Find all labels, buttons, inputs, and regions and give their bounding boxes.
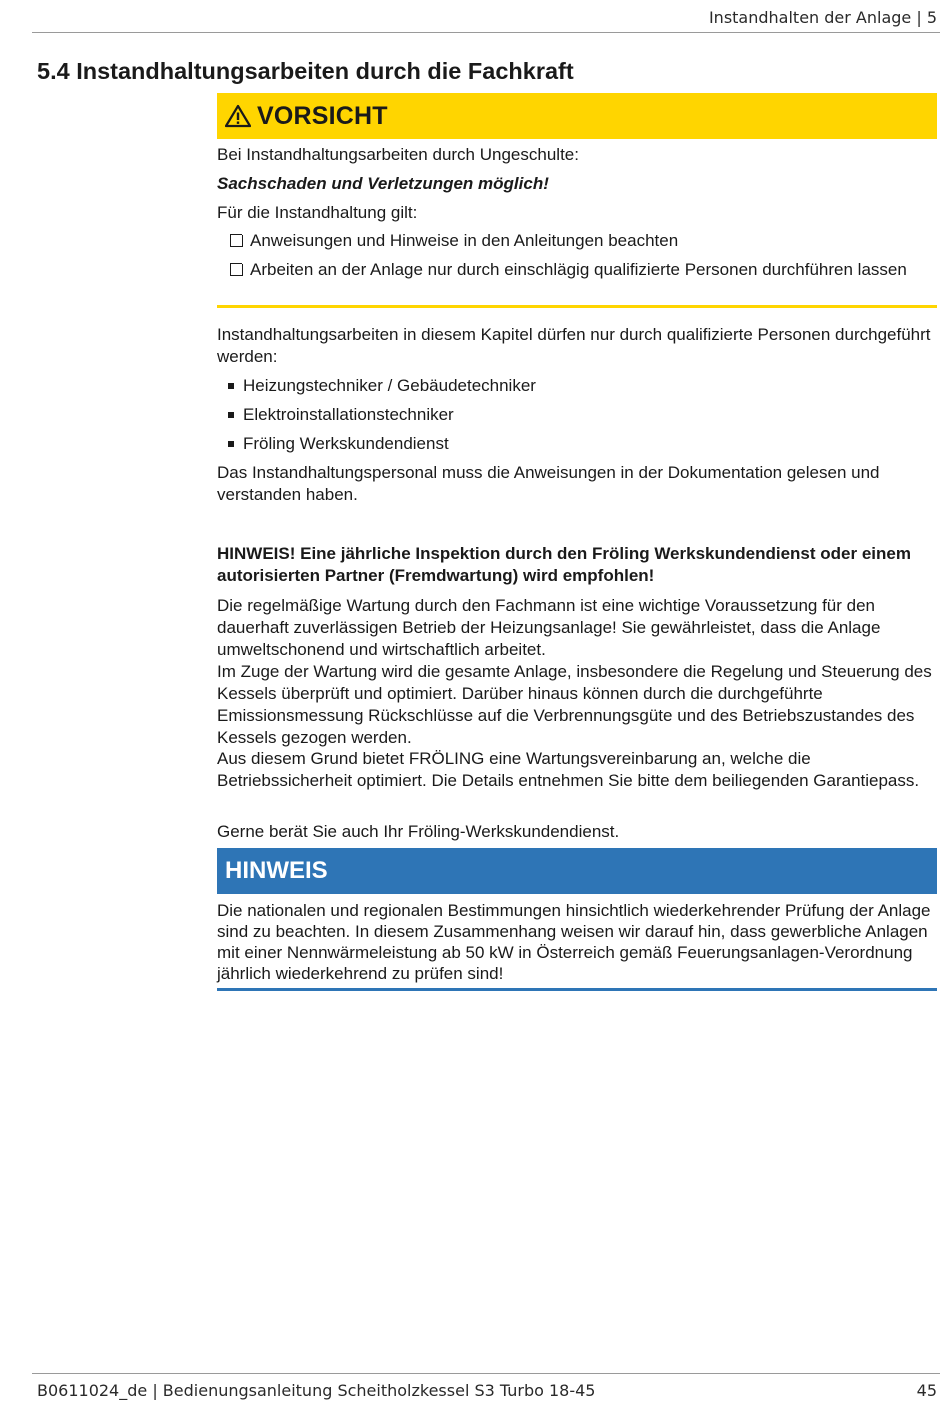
checkbox-icon [230, 230, 251, 251]
checkbox-icon [230, 259, 251, 280]
bullet-icon [228, 441, 234, 447]
section-title: 5.4 Instandhaltungsarbeiten durch die Fachkraft [37, 58, 574, 84]
qualification-note: Das Instandhaltungspersonal muss die Anweisungen in der Dokumentation gelesen und verstanden haben. [217, 463, 880, 504]
qualification-item: Elektroinstallationstechniker [243, 405, 454, 424]
caution-end-rule [217, 305, 937, 308]
notice-banner [217, 848, 937, 894]
inspection-paragraph: Aus diesem Grund bietet FRÖLING eine Wartungsvereinbarung an, welche die Betriebssicherheit optimiert. Die Details entnehmen Sie bitte dem beiliegenden Garantiepass. [217, 749, 920, 790]
footer-document-id: B0611024_de | Bedienungsanleitung Scheitholzkessel S3 Turbo 18-45 [37, 1381, 596, 1400]
qualification-item: Heizungstechniker / Gebäudetechniker [243, 376, 536, 395]
inspection-paragraph: Gerne berät Sie auch Ihr Fröling-Werkskundendienst. [217, 822, 620, 841]
caution-rule-intro: Für die Instandhaltung gilt: [217, 203, 418, 222]
inspection-heading: HINWEIS! Eine jährliche Inspektion durch den Fröling Werkskundendienst oder einem autorisierten Partner (Fremdwartung) wird empfohlen! [217, 544, 911, 585]
caution-banner [217, 93, 937, 139]
bullet-icon [228, 383, 234, 389]
running-header: Instandhalten der Anlage | 5 [708, 8, 937, 27]
caution-item: Anweisungen und Hinweise in den Anleitungen beachten [250, 231, 679, 250]
caution-consequence: Sachschaden und Verletzungen möglich! [217, 174, 549, 193]
bullet-icon [228, 412, 234, 418]
footer-divider [32, 1373, 940, 1374]
header-divider [32, 32, 940, 33]
qualification-intro: Instandhaltungsarbeiten in diesem Kapitel dürfen nur durch qualifizierte Personen durchgeführt werden: [217, 325, 931, 366]
warning-triangle-icon [225, 104, 251, 128]
notice-end-rule [217, 988, 937, 991]
page-number: 45 [916, 1381, 937, 1400]
notice-title: HINWEIS [225, 857, 328, 884]
caution-intro: Bei Instandhaltungsarbeiten durch Ungeschulte: [217, 145, 579, 164]
notice-text: Die nationalen und regionalen Bestimmungen hinsichtlich wiederkehrender Prüfung der Anlage sind zu beachten. In diesem Zusammenhang weisen wir darauf hin, dass gewerbliche Anlagen mit einer Nennwärmeleistung ab 50 kW in Österreich gemäß Feuerungsanlagen-Verordnung jährlich wiederkehrend zu prüfen sind! [217, 901, 931, 983]
caution-title: VORSICHT [257, 101, 388, 130]
caution-item: Arbeiten an der Anlage nur durch einschlägig qualifizierte Personen durchführen lassen [250, 260, 907, 279]
inspection-paragraph: Die regelmäßige Wartung durch den Fachmann ist eine wichtige Voraussetzung für den dauerhaft zuverlässigen Betrieb der Heizungsanlage! Sie gewährleistet, dass die Anlage umweltschonend und wirtschaftlich arbeitet. [217, 596, 881, 659]
inspection-paragraph: Im Zuge der Wartung wird die gesamte Anlage, insbesondere die Regelung und Steuerung des Kessels überprüft und optimiert. Darüber hinaus können durch die durchgeführte Emissionsmessung Rückschlüsse auf die Verbrennungsgüte und des Betriebszustandes des Kessels gezogen werden. [217, 662, 932, 747]
qualification-item: Fröling Werkskundendienst [243, 434, 449, 453]
